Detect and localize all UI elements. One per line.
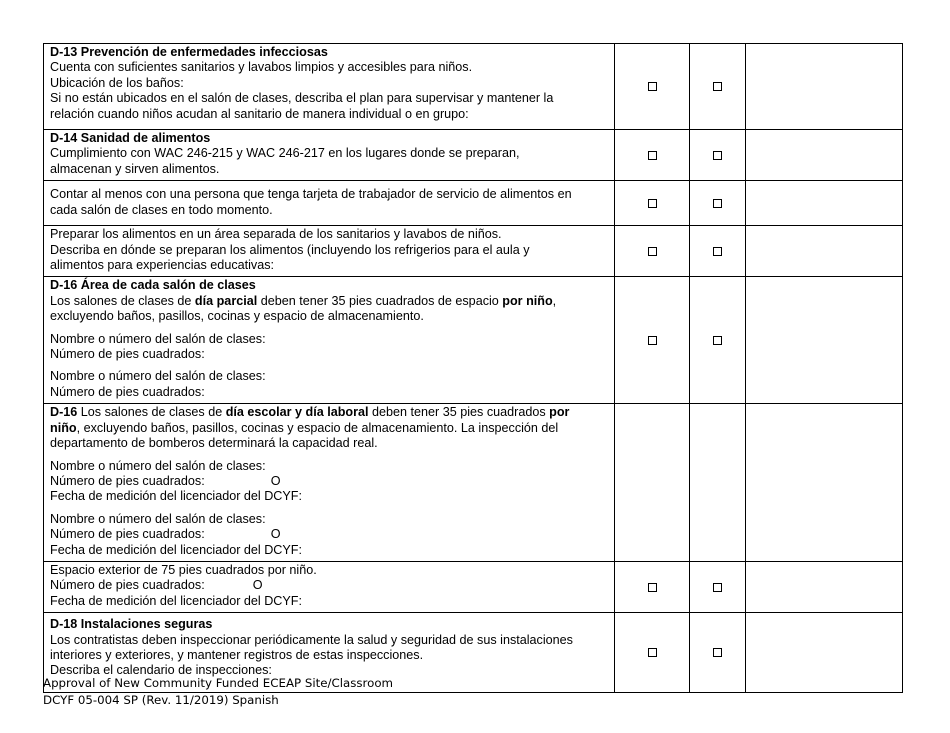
table-row — [44, 277, 903, 404]
form-title: Approval of New Community Funded ECEAP Site/Classroom — [43, 676, 394, 690]
room-name-label: Nombre o número del salón de clases: — [50, 331, 266, 346]
table-row — [44, 404, 903, 562]
yes-cell — [615, 130, 690, 181]
requirement-text: cada salón de clases en todo momento. — [50, 202, 273, 217]
yes-checkbox[interactable] — [648, 648, 657, 657]
room-name-label: Nombre o número del salón de clases: — [50, 458, 266, 473]
no-cell — [690, 181, 746, 226]
bathroom-location-label: Ubicación de los baños: — [50, 75, 184, 90]
yes-cell — [615, 277, 690, 404]
requirement-text: niño, excluyendo baños, pasillos, cocinas y espacio de almacenamiento. La inspección del — [50, 420, 559, 435]
no-cell — [690, 44, 746, 130]
no-checkbox[interactable] — [713, 336, 722, 345]
no-cell — [690, 613, 746, 693]
comments-cell[interactable] — [746, 181, 903, 226]
comments-cell[interactable] — [746, 277, 903, 404]
table-row — [44, 561, 903, 612]
comments-cell[interactable] — [746, 226, 903, 277]
requirement-text: Cuenta con suficientes sanitarios y lavabos limpios y accesibles para niños. — [50, 60, 473, 75]
requirement-text: interiores y exteriores, y mantener registros de estas inspecciones. — [50, 647, 424, 662]
no-cell — [690, 561, 746, 612]
requirement-cell — [44, 561, 615, 612]
requirement-text: Cumplimiento con WAC 246-215 y WAC 246-217 en los lugares donde se preparan, — [50, 146, 520, 161]
no-checkbox[interactable] — [713, 648, 722, 657]
inspection-schedule-label: Describa el calendario de inspecciones: — [50, 663, 272, 678]
requirement-text: Los salones de clases de día parcial deben tener 35 pies cuadrados de espacio por niño, — [50, 293, 557, 308]
requirement-cell — [44, 44, 615, 130]
table-row — [44, 226, 903, 277]
yes-checkbox[interactable] — [648, 151, 657, 160]
table-row — [44, 181, 903, 226]
no-checkbox[interactable] — [713, 247, 722, 256]
requirement-text: alimentos para experiencias educativas: — [50, 258, 275, 273]
no-checkbox[interactable] — [713, 583, 722, 592]
square-feet-label: Número de pies cuadrados: — [50, 347, 205, 362]
measurement-date-label: Fecha de medición del licenciador del DCYF: — [50, 542, 302, 557]
no-cell — [690, 226, 746, 277]
requirement-text: Contar al menos con una persona que tenga tarjeta de trabajador de servicio de alimentos en — [50, 187, 572, 202]
no-checkbox[interactable] — [713, 199, 722, 208]
comments-cell[interactable] — [746, 561, 903, 612]
square-feet-label: Número de pies cuadrados: O — [50, 527, 281, 542]
section-title: D-18 Instalaciones seguras — [50, 617, 213, 632]
requirement-text: Describa en dónde se preparan los alimentos (incluyendo los refrigerios para el aula y — [50, 242, 530, 257]
yes-cell — [615, 613, 690, 693]
yes-cell — [615, 181, 690, 226]
requirement-text: relación cuando niños acudan al sanitario de manera individual o en grupo: — [50, 106, 469, 121]
requirement-text: Preparar los alimentos en un área separada de los sanitarios y lavabos de niños. — [50, 227, 502, 242]
yes-cell — [615, 561, 690, 612]
measurement-date-label: Fecha de medición del licenciador del DCYF: — [50, 593, 302, 608]
no-checkbox[interactable] — [713, 151, 722, 160]
requirement-text: Los contratistas deben inspeccionar periódicamente la salud y seguridad de sus instalaciones — [50, 632, 573, 647]
section-title: D-16 Área de cada salón de clases — [50, 278, 256, 293]
yes-checkbox[interactable] — [648, 336, 657, 345]
yes-cell — [615, 404, 690, 562]
section-title: D-13 Prevención de enfermedades infecciosas — [50, 45, 328, 59]
requirement-text: almacenan y sirven alimentos. — [50, 161, 220, 176]
no-cell — [690, 130, 746, 181]
form-number: DCYF 05-004 SP (Rev. 11/2019) Spanish — [43, 693, 279, 707]
no-cell — [690, 277, 746, 404]
requirement-cell — [44, 226, 615, 277]
checklist-table — [43, 43, 903, 693]
room-name-label: Nombre o número del salón de clases: — [50, 511, 266, 526]
or-mark: O — [270, 473, 281, 488]
yes-checkbox[interactable] — [648, 199, 657, 208]
yes-cell — [615, 44, 690, 130]
yes-checkbox[interactable] — [648, 583, 657, 592]
or-mark: O — [252, 578, 263, 593]
comments-cell[interactable] — [746, 613, 903, 693]
yes-checkbox[interactable] — [648, 247, 657, 256]
requirement-text: departamento de bomberos determinará la capacidad real. — [50, 436, 378, 451]
room-name-label: Nombre o número del salón de clases: — [50, 369, 266, 384]
comments-cell[interactable] — [746, 130, 903, 181]
section-title: D-14 Sanidad de alimentos — [50, 131, 211, 145]
measurement-date-label: Fecha de medición del licenciador del DCYF: — [50, 489, 302, 504]
requirement-cell — [44, 181, 615, 226]
yes-checkbox[interactable] — [648, 82, 657, 91]
requirement-text: Espacio exterior de 75 pies cuadrados por niño. — [50, 562, 317, 577]
page-footer — [43, 675, 393, 709]
requirement-cell — [44, 404, 615, 562]
no-checkbox[interactable] — [713, 82, 722, 91]
square-feet-label: Número de pies cuadrados: — [50, 384, 205, 399]
no-cell — [690, 404, 746, 562]
table-row — [44, 44, 903, 130]
requirement-cell — [44, 130, 615, 181]
yes-cell — [615, 226, 690, 277]
table-row — [44, 130, 903, 181]
square-feet-label: Número de pies cuadrados: O — [50, 578, 263, 593]
requirement-cell — [44, 277, 615, 404]
square-feet-label: Número de pies cuadrados: O — [50, 473, 281, 488]
comments-cell[interactable] — [746, 404, 903, 562]
or-mark: O — [270, 527, 281, 542]
requirement-text: excluyendo baños, pasillos, cocinas y espacio de almacenamiento. — [50, 309, 424, 324]
requirement-text: D-16 Los salones de clases de día escolar y día laboral deben tener 35 pies cuadrados por — [50, 405, 570, 420]
requirement-text: Si no están ubicados en el salón de clases, describa el plan para supervisar y mantener la — [50, 91, 554, 106]
comments-cell[interactable] — [746, 44, 903, 130]
